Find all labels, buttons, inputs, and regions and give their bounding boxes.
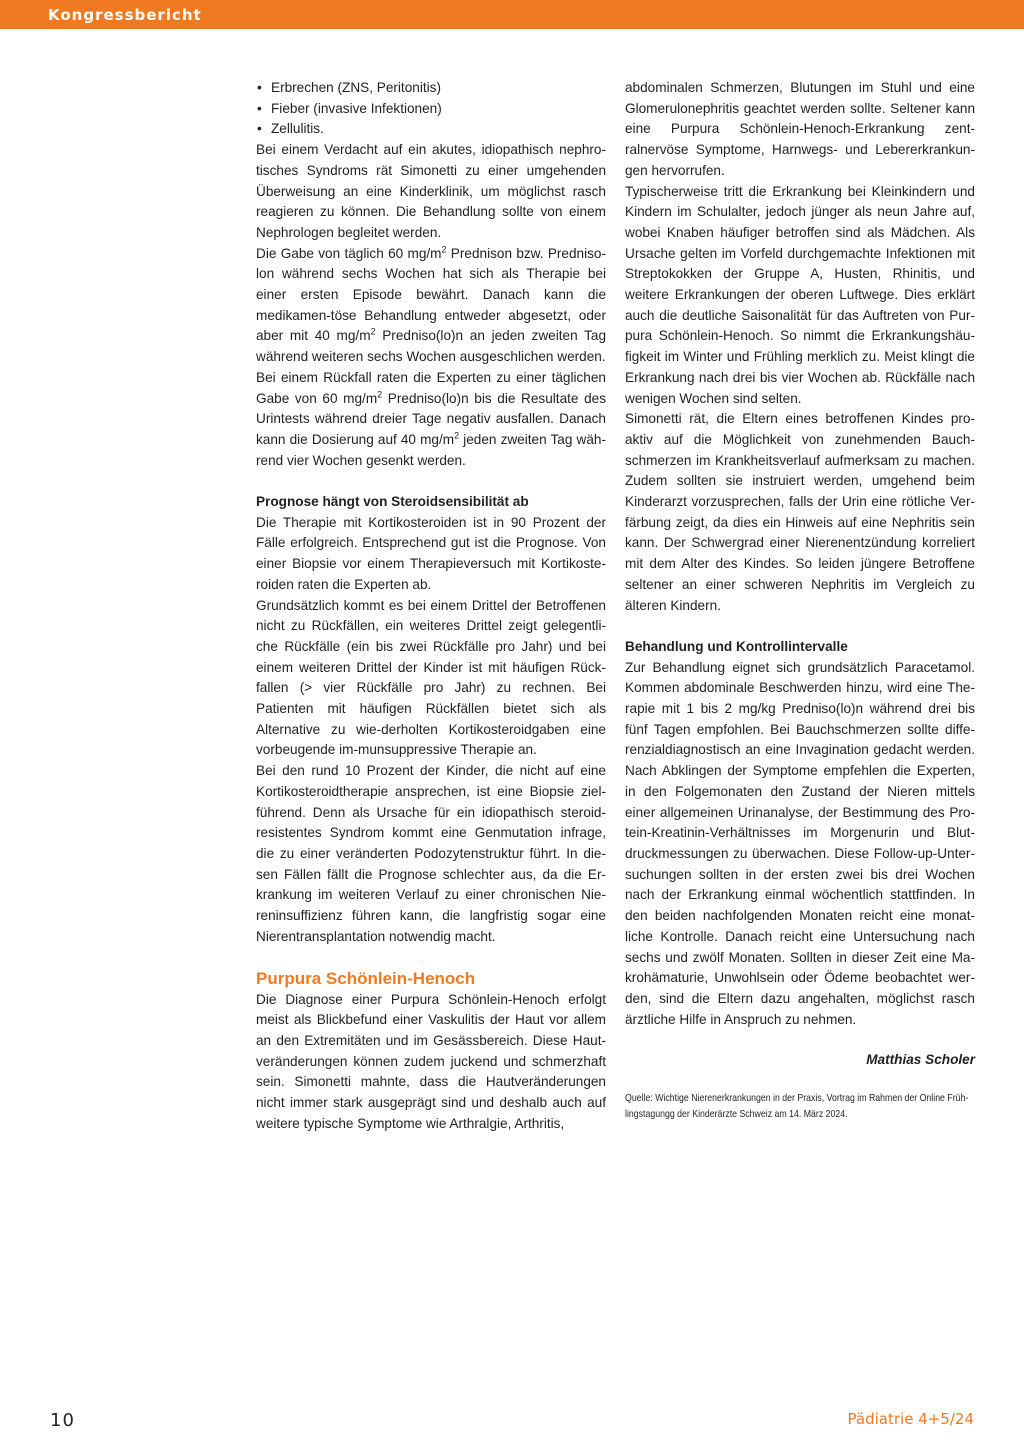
section-label: Kongressbericht [48, 6, 202, 24]
paragraph: Bei einem Verdacht auf ein akutes, idiopathisch nephro-tisches Syndroms rät Simonetti zu einer umgehenden Überweisung an eine Kinderklinik, um möglichst rasch reagieren zu können. Die Behandlung sollte von einem Nephrologen begleitet werden. [256, 142, 606, 240]
author-name: Matthias Scholer [866, 1052, 975, 1068]
paragraph: Bei einem Rückfall raten die Experten zu einer täglichen Gabe von 60 $mg/m^2$ Predniso(lo)n bis die Resultate des Urintests während dreier Tage negativ ausfallen. Danach kann die Dosierung auf 40 $mg/m^2$ jeden zweiten Tag wäh-rend vier Wochen gesenkt werden. [256, 369, 607, 468]
right-column [625, 78, 975, 1123]
paragraph: Die Gabe von täglich 60 $mg/m^2$ Prednison bzw. Predniso-lon während sechs Wochen hat sich als Therapie bei einer ersten Episode bewährt. Danach kann die medikamen-töse Behandlung entweder abgesetzt, oder aber mit 40 $mg/m^2$ Predniso(lo)n an jeden zweiten Tag während weiteren sechs Wochen ausgeschlichen werden. [256, 244, 607, 365]
journal-name: Pädiatrie [847, 1410, 914, 1428]
subheading-behandlung: Behandlung und Kontrollintervalle [625, 638, 848, 654]
paragraph: Die Diagnose einer Purpura Schönlein-Henoch erfolgt meist als Blickbefund einer Vaskulitis der Haut vor allem an den Extremitäten und im Gesässbereich. Diese Haut-veränderungen können zudem juckend und schmerzhaft sein. Simonetti mahnte, dass die Hautveränderungen nicht immer stark ausgeprägt sind und deshalb auch auf weitere typische Symptome wie Arthralgie, Arthritis, [256, 991, 606, 1131]
paragraph: Simonetti rät, die Eltern eines betroffenen Kindes pro-aktiv auf die Möglichkeit von zunehmenden Bauch-schmerzen im Krankheitsverlauf aufmerksam zu machen. Zudem sollten sie instruiert werden, umgehend beim Kinderarzt vorzusprechen, falls der Urin eine rötliche Ver-färbung zeigt, da dies ein Hinweis auf eine Nephritis sein kann. Der Schwergrad einer Nierenentzündung korreliert mit dem Alter des Kindes. So leiden jüngere Betroffene seltener an einer schweren Nephritis im Vergleich zu älteren Kindern. [625, 411, 975, 613]
header-bar [0, 0, 1024, 29]
paragraph: Typischerweise tritt die Erkrankung bei Kleinkindern und Kindern im Schulalter, jedoch jünger als neun Jahre auf, wobei Knaben häufiger betroffen sind als Mädchen. Als Ursache gelten im Vorfeld durchgemachte Infektionen mit Streptokokken der Gruppe A, Husten, Rhinitis, und weitere Erkrankungen der oberen Luftwege. Dies erklärt auch die deutliche Saisonalität für das Auftreten von Pur-pura Schönlein-Henoch. So nimmt die Erkrankungshäu-figkeit im Winter und Frühling merklich zu. Meist klingt die Erkrankung nach drei bis vier Wochen ab. Rückfälle nach wenigen Wochen sind selten. [625, 183, 975, 406]
paragraph: Die Therapie mit Kortikosteroiden ist in 90 Prozent der Fälle erfolgreich. Entsprechend gut ist die Prognose. Von einer Biopsie vor einem Therapieversuch mit Kortikoste-roiden raten die Experten ab. [256, 514, 606, 592]
source-note: Quelle: Wichtige Nierenerkrankungen in der Praxis, Vortrag im Rahmen der Online Früh-lingstagungg der Kinderärzte Schweiz am 14. März 2024. [625, 1093, 969, 1121]
journal-issue: 4+5/24 [913, 1410, 974, 1428]
paragraph: Bei den rund 10 Prozent der Kinder, die nicht auf eine Kortikosteroidtherapie ansprechen, ist eine Biopsie ziel-führend. Denn als Ursache für ein idiopathisch steroid-resistentes Syndrom kommt eine Genmutation infrage, die zu einer veränderten Podozytenstruktur führt. In die-sen Fällen fällt die Prognose schlechter aus, da die Er-krankung im weiteren Verlauf zu einer chronischen Nie-reninsuffizienz führen kann, die langfristig sogar eine Nierentransplantation notwendig macht. [256, 763, 606, 944]
paragraph: Zur Behandlung eignet sich grundsätzlich Paracetamol. Kommen abdominale Beschwerden hinzu, wird eine The-rapie mit 1 bis 2 mg/kg Predniso(lo)n während drei bis fünf Tagen empfohlen. Bei Bauchschmerzen sollte diffe-renzialdiagnostisch an eine Invagination gedacht werden. Nach Abklingen der Symptome empfehlen die Experten, in den Folgemonaten den Zustand der Nieren mittels einer allgemeinen Urinanalyse, der Bestimmung des Pro-tein-Kreatinin-Verhältnisses im Morgenurin und Blut-druckmessungen zu überwachen. Diese Follow-up-Unter-suchungen sollten in der ersten zwei bis drei Wochen nach der Erkrankung einmal wöchentlich stattfinden. In den beiden nachfolgenden Monaten reicht eine monat-liche Kontrolle. Danach reicht eine Untersuchung nach sechs und zwölf Monaten. Sollten in dieser Zeit eine Ma-krohämaturie, Unwohlsein oder Ödeme beobachtet wer-den, sind die Eltern dazu angehalten, möglichst rasch ärztliche Hilfe in Anspruch zu nehmen. [625, 659, 975, 1027]
paragraph: Grundsätzlich kommt es bei einem Drittel der Betroffenen nicht zu Rückfällen, ein weiteres Drittel zeigt gelegentli-che Rückfälle (ein bis zwei Rückfälle pro Jahr) und bei einem weiteren Drittel der Kinder ist mit häufigen Rück-fallen (> vier Rückfälle pro Jahr) zu rechnen. Bei Patienten mit häufigen Rückfällen bietet sich als Alternative zu wie-derholten Kortikosteroidgaben eine vorbeugende im-munsuppressive Therapie an. [256, 597, 606, 758]
list-item: • Fieber (invasive Infektionen) [256, 99, 606, 120]
list-item: • Erbrechen (ZNS, Peritonitis) [256, 78, 606, 99]
page-number: 10 [50, 1410, 75, 1431]
section-heading-purpura: Purpura Schönlein-Henoch [256, 968, 476, 988]
list-item: • Zellulitis. [256, 119, 606, 140]
symptom-list [256, 78, 606, 140]
left-column [256, 78, 606, 1134]
subheading-prognose: Prognose hängt von Steroidsensibilität ab [256, 494, 529, 510]
paragraph: abdominalen Schmerzen, Blutungen im Stuhl und eine Glomerulonephritis geachtet werden sollte. Seltener kann eine Purpura Schönlein-Henoch-Erkrankung zent-ralnervöse Symptome, Harnwegs- und Lebererkrankun-gen hervorrufen. [625, 80, 975, 178]
journal-info [848, 1410, 974, 1428]
